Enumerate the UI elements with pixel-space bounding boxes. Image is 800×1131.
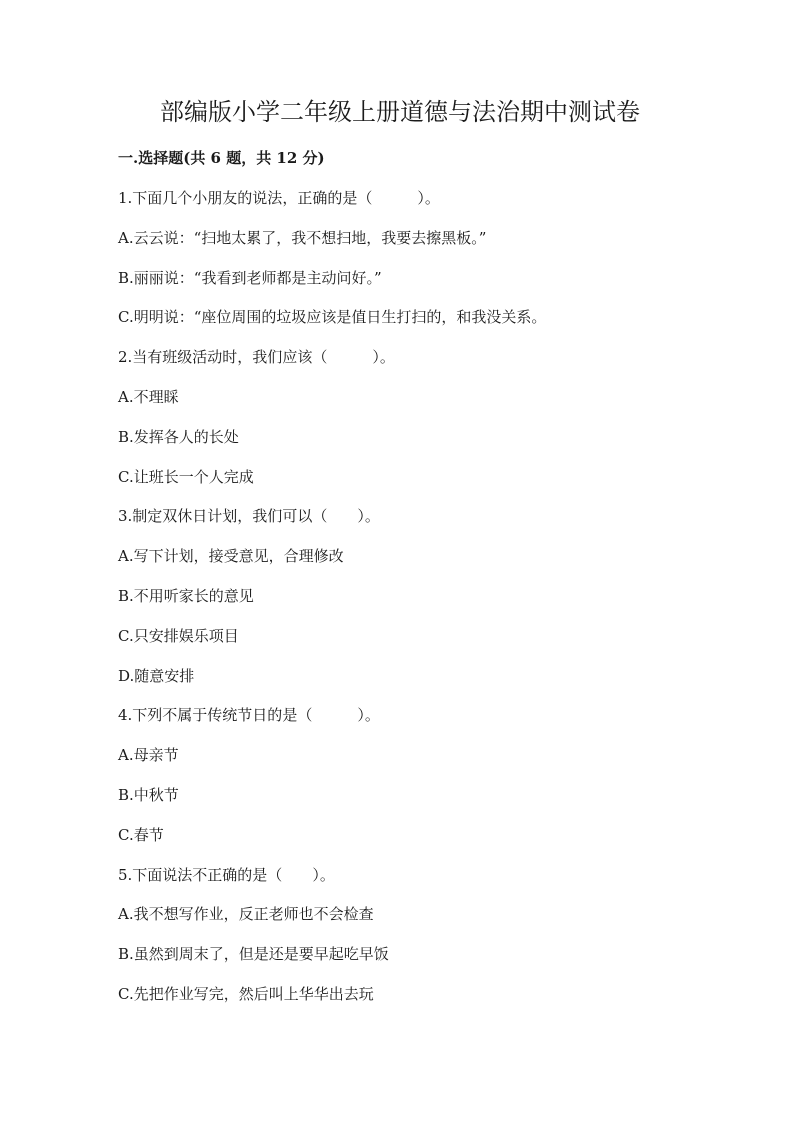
question-2: 2.当有班级活动时，我们应该（ ）。 <box>118 348 395 367</box>
question-1-option-b: B.丽丽说：“我看到老师都是主动问好。” <box>118 268 382 287</box>
question-1-option-a: A.云云说：“扫地太累了，我不想扫地，我要去擦黑板。” <box>118 228 487 247</box>
question-list <box>118 184 718 1020</box>
question-1-option-c: C.明明说：“座位周围的垃圾应该是值日生打扫的，和我没关系。 <box>118 308 547 327</box>
question-3-option-b: B.不用听家长的意见 <box>118 586 254 605</box>
question-4: 4.下列不属于传统节日的是（ ）。 <box>118 706 380 725</box>
question-1: 1.下面几个小朋友的说法，正确的是（ ）。 <box>118 189 440 207</box>
question-5-option-b: B.虽然到周末了，但是还是要早起吃早饭 <box>118 945 389 964</box>
question-5-option-a: A.我不想写作业，反正老师也不会检查 <box>118 905 374 924</box>
question-4-option-b: B.中秋节 <box>118 785 179 804</box>
question-3-option-c: C.只安排娱乐项目 <box>118 626 239 645</box>
question-3-option-a: A.写下计划，接受意见，合理修改 <box>118 547 344 566</box>
question-5-option-c: C.先把作业写完，然后叫上华华出去玩 <box>118 984 374 1003</box>
page-title: 部编版小学二年级上册道德与法治期中测试卷 <box>160 98 640 126</box>
question-2-option-c: C.让班长一个人完成 <box>118 467 254 486</box>
question-3-option-d: D.随意安排 <box>118 666 195 685</box>
question-2-option-a: A.不理睬 <box>118 387 179 406</box>
section-heading: 一.选择题(共 6 题，共 12 分) <box>118 149 325 167</box>
question-3: 3.制定双休日计划，我们可以（ ）。 <box>118 507 380 526</box>
question-5: 5.下面说法不正确的是（ ）。 <box>118 865 335 884</box>
question-4-option-a: A.母亲节 <box>118 746 179 765</box>
question-2-option-b: B.发挥各人的长处 <box>118 427 239 446</box>
question-4-option-c: C.春节 <box>118 825 164 844</box>
